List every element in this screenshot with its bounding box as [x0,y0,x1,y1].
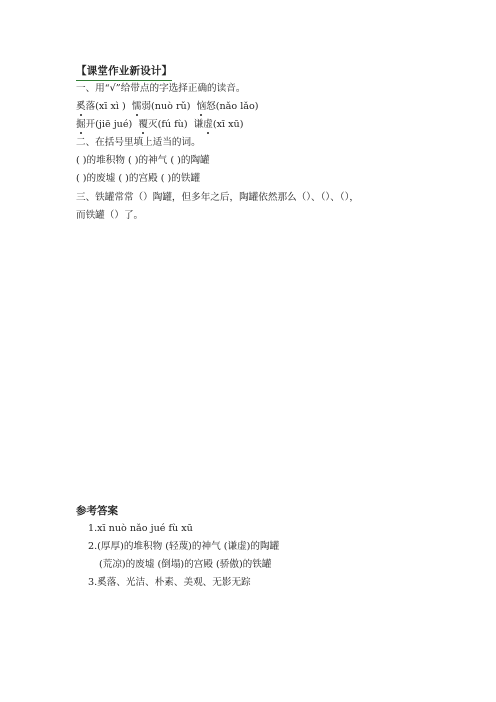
dotted-char: 掘 [76,119,86,130]
pinyin-option: 灭(fú fù) [147,119,188,130]
answers-title: 参考答案 [76,505,118,517]
pinyin-option: (xī xū) [212,119,244,130]
question-3-line-1: 三、铁罐常常（）陶罐，但多年之后，陶罐依然那么（）、（）、（）， [76,192,359,203]
answer-1: 1.xī nuò nǎo jué fù xū [88,523,193,534]
answer-3: 3.奚落、光洁、朴素、美观、无影无踪 [88,577,251,588]
dotted-char: 恼 [196,101,207,112]
pinyin-option: 怒(nǎo lǎo) [206,101,259,112]
word-prefix: 谦 [193,119,204,130]
question-2-row-2: ( )的废墟 ( )的宫殿 ( )的铁罐 [76,173,201,184]
dotted-char: 奚 [76,101,86,112]
answer-2-line-1: 2.(厚厚)的堆积物 (轻蔑)的神气 (谦虚)的陶罐 [88,541,280,552]
section-heading: 【课堂作业新设计】 [76,63,172,81]
question-2-row-1: ( )的堆积物 ( )的神气 ( )的陶罐 [76,155,210,166]
question-1-row-1 [76,101,259,113]
dotted-char: 虚 [203,119,213,130]
question-1-title: 一、用“√”给带点的字选择正确的读音。 [76,83,246,94]
pinyin-option: 弱(nuò rǔ) [141,101,191,112]
question-3-line-2: 而铁罐（）了。 [76,210,144,221]
question-2-title: 二、在括号里填上适当的词。 [76,137,201,148]
pinyin-option: 开(jiē jué) [85,119,133,130]
answer-2-line-2: (荒凉)的废墟 (倒塌)的宫殿 (骄傲)的铁罐 [99,559,272,570]
pinyin-option: 落(xī xì ) [85,101,126,112]
dotted-char: 覆 [138,119,148,130]
dotted-char: 懦 [131,101,142,112]
question-1-row-2 [76,119,243,131]
